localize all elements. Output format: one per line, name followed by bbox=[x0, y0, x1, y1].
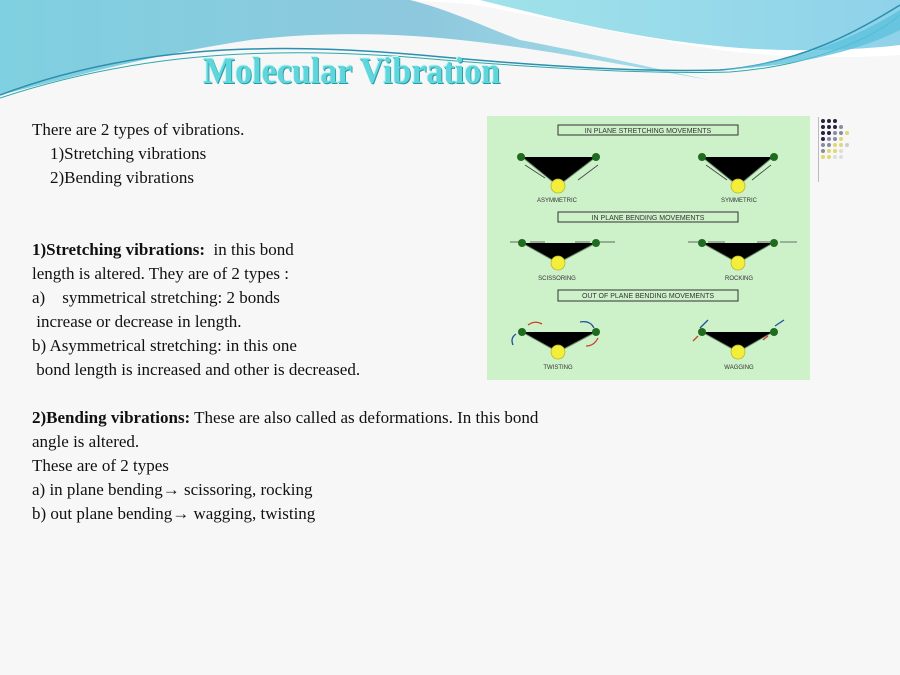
stretching-line-2: length is altered. They are of 2 types : bbox=[32, 264, 289, 283]
bending-heading: 2)Bending vibrations: bbox=[32, 408, 191, 427]
vibration-modes-diagram bbox=[487, 116, 810, 380]
stretching-heading: 1)Stretching vibrations: bbox=[32, 240, 205, 259]
label-wagging: WAGGING bbox=[724, 365, 754, 371]
panel-title-in-plane-bending: IN PLANE BENDING MOVEMENTS bbox=[591, 215, 705, 222]
bending-line-3: These are of 2 types bbox=[32, 456, 169, 475]
stretching-line-3: a) symmetrical stretching: 2 bonds bbox=[32, 288, 280, 307]
label-rocking: ROCKING bbox=[724, 276, 754, 282]
panel-title-stretching: IN PLANE STRETCHING MOVEMENTS bbox=[584, 128, 712, 135]
label-asymmetric: ASYMMETRIC bbox=[536, 198, 578, 204]
label-scissoring: SCISSORING bbox=[538, 276, 576, 282]
slide-title: Molecular Vibration bbox=[203, 51, 501, 92]
decorative-dot-grid bbox=[818, 117, 858, 187]
stretching-line-4: increase or decrease in length. bbox=[32, 312, 242, 331]
panel-title-out-of-plane-bending: OUT OF PLANE BENDING MOVEMENTS bbox=[581, 293, 715, 300]
bending-line-2: angle is altered. bbox=[32, 432, 140, 451]
label-twisting: TWISTING bbox=[543, 365, 573, 371]
bending-line-4: a) in plane bending→ scissoring, rocking bbox=[32, 480, 313, 499]
label-symmetric: SYMMETRIC bbox=[721, 198, 757, 204]
stretching-line-6: bond length is increased and other is decreased. bbox=[32, 360, 361, 379]
stretching-line-5: b) Asymmetrical stretching: in this one bbox=[32, 336, 297, 355]
bending-line-5: b) out plane bending→ wagging, twisting bbox=[32, 504, 316, 523]
stretching-line-1 bbox=[32, 238, 294, 262]
stretching-text: in this bond bbox=[205, 240, 294, 259]
bending-line-1 bbox=[32, 406, 538, 430]
bending-text: These are also called as deformations. In this bond bbox=[190, 408, 539, 427]
intro-item-stretching: 1)Stretching vibrations bbox=[50, 144, 207, 163]
intro-item-bending: 2)Bending vibrations bbox=[50, 168, 195, 187]
intro-line: There are 2 types of vibrations. bbox=[32, 120, 245, 139]
